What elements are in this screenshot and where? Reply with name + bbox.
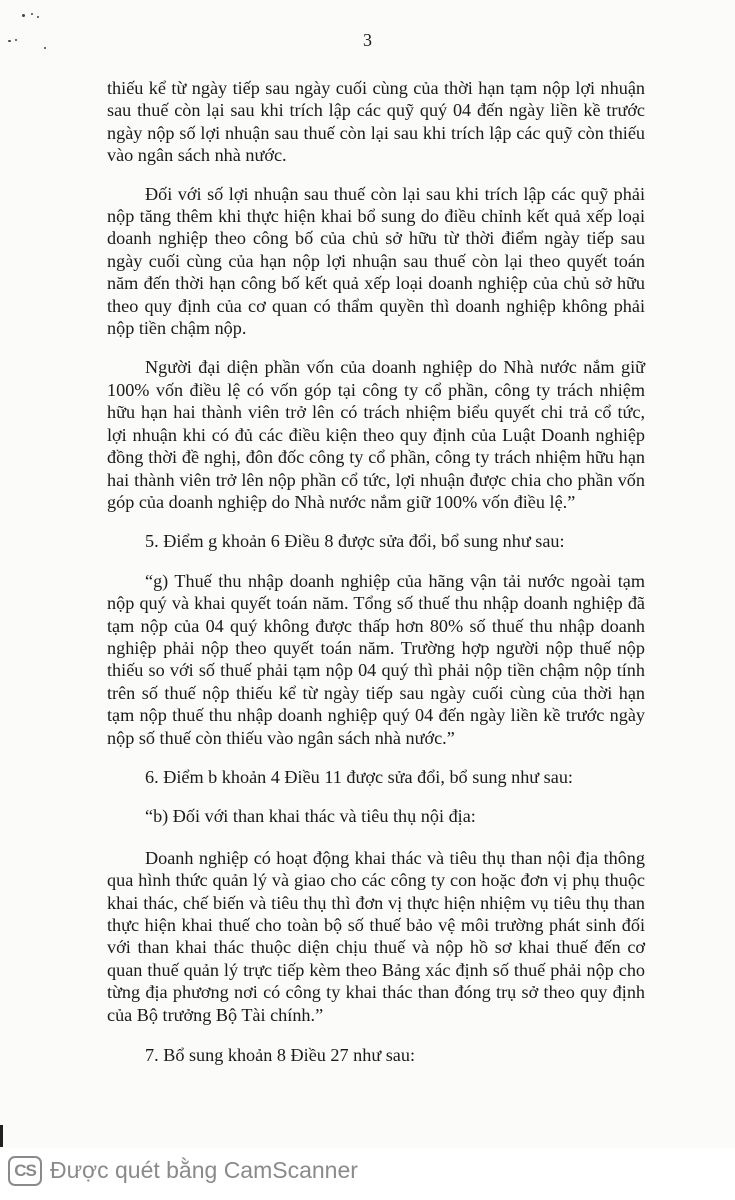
scan-edge-mark	[0, 1125, 3, 1147]
paragraph-late-payment-exemption: Đối với số lợi nhuận sau thuế còn lại sau khi trích lập các quỹ phải nộp tăng thêm khi thực hiện khai bổ sung do điều chỉnh kết quả xếp loại doanh nghiệp theo công bố của chủ sở hữu từ thời điểm ngày tiếp sau ngày cuối cùng của hạn nộp lợi nhuận sau thuế còn lại theo quyết toán năm đến thời hạn công bố kết quả xếp loại doanh nghiệp của chủ sở hữu theo quy định của cơ quan có thẩm quyền thì doanh nghiệp không phải nộp tiền chậm nộp.	[107, 183, 646, 339]
paragraph-point-b: “b) Đối với than khai thác và tiêu thụ nội địa:	[145, 806, 476, 827]
document-body	[107, 77, 645, 1066]
scan-speck	[22, 14, 25, 17]
paragraph-coal-enterprise: Doanh nghiệp có hoạt động khai thác và tiêu thụ than nội địa thông qua hình thức quản lý và giao cho các công ty con hoặc đơn vị phụ thuộc khai thác, chế biến và tiêu thụ thì đơn vị thực hiện nhiệm vụ tiêu thụ than thực hiện khai thuế cho toàn bộ số thuế bảo vệ môi trường phát sinh đối với than khai thác thuộc diện chịu thuế và nộp hồ sơ khai thuế đến cơ quan thuế quản lý trực tiếp kèm theo Bảng xác định số thuế phải nộp cho từng địa phương nơi có công ty khai thác than đóng trụ sở theo quy định của Bộ trưởng Bộ Tài chính.”	[107, 847, 646, 1025]
paragraph-capital-representative: Người đại diện phần vốn của doanh nghiệp do Nhà nước nắm giữ 100% vốn điều lệ có vốn góp tại công ty cổ phần, công ty trách nhiệm hữu hạn hai thành viên trở lên có trách nhiệm biểu quyết chi trả cổ tức, lợi nhuận khi có đủ các điều kiện theo quy định của Luật Doanh nghiệp đồng thời đề nghị, đôn đốc công ty cổ phần, công ty trách nhiệm hữu hạn hai thành viên trở lên nộp phần cổ tức, lợi nhuận được chia cho phần vốn góp của doanh nghiệp do Nhà nước nắm giữ 100% vốn điều lệ.”	[107, 357, 645, 512]
item-5-heading: 5. Điểm g khoản 6 Điều 8 được sửa đổi, bổ sung như sau:	[145, 531, 565, 552]
item-6-heading: 6. Điểm b khoản 4 Điều 11 được sửa đổi, bổ sung như sau:	[145, 766, 573, 787]
paragraph-continuation: thiếu kể từ ngày tiếp sau ngày cuối cùng của thời hạn tạm nộp lợi nhuận sau thuế còn lại sau khi trích lập các quỹ quý 04 đến ngày liền kề trước ngày nộp số lợi nhuận sau thuế còn lại sau khi trích lập các quỹ còn thiếu vào ngân sách nhà nước.	[107, 78, 646, 166]
camscanner-logo-icon: CS	[8, 1156, 42, 1186]
scanner-watermark-text: Được quét bằng CamScanner	[50, 1157, 358, 1183]
scan-speck	[37, 16, 39, 18]
scan-speck	[31, 13, 33, 15]
camscanner-footer	[0, 1148, 735, 1200]
page-number: 3	[363, 30, 372, 50]
item-7-heading: 7. Bổ sung khoản 8 Điều 27 như sau:	[145, 1045, 416, 1066]
paragraph-point-g: “g) Thuế thu nhập doanh nghiệp của hãng vận tải nước ngoài tạm nộp quý và khai quyết toán năm. Tổng số thuế thu nhập doanh nghiệp đã tạm nộp của 04 quý không được thấp hơn 80% số thuế thu nhập doanh nghiệp phải nộp theo quyết toán năm. Trường hợp người nộp thuế nộp thiếu so với số thuế phải tạm nộp 04 quý thì phải nộp tiền chậm nộp tính trên số thuế nộp thiếu kể từ ngày tiếp sau ngày cuối cùng của thời hạn tạm nộp thuế thu nhập doanh nghiệp quý 04 đến ngày liền kề trước ngày nộp số thuế còn thiếu vào ngân sách nhà nước.”	[107, 570, 646, 748]
